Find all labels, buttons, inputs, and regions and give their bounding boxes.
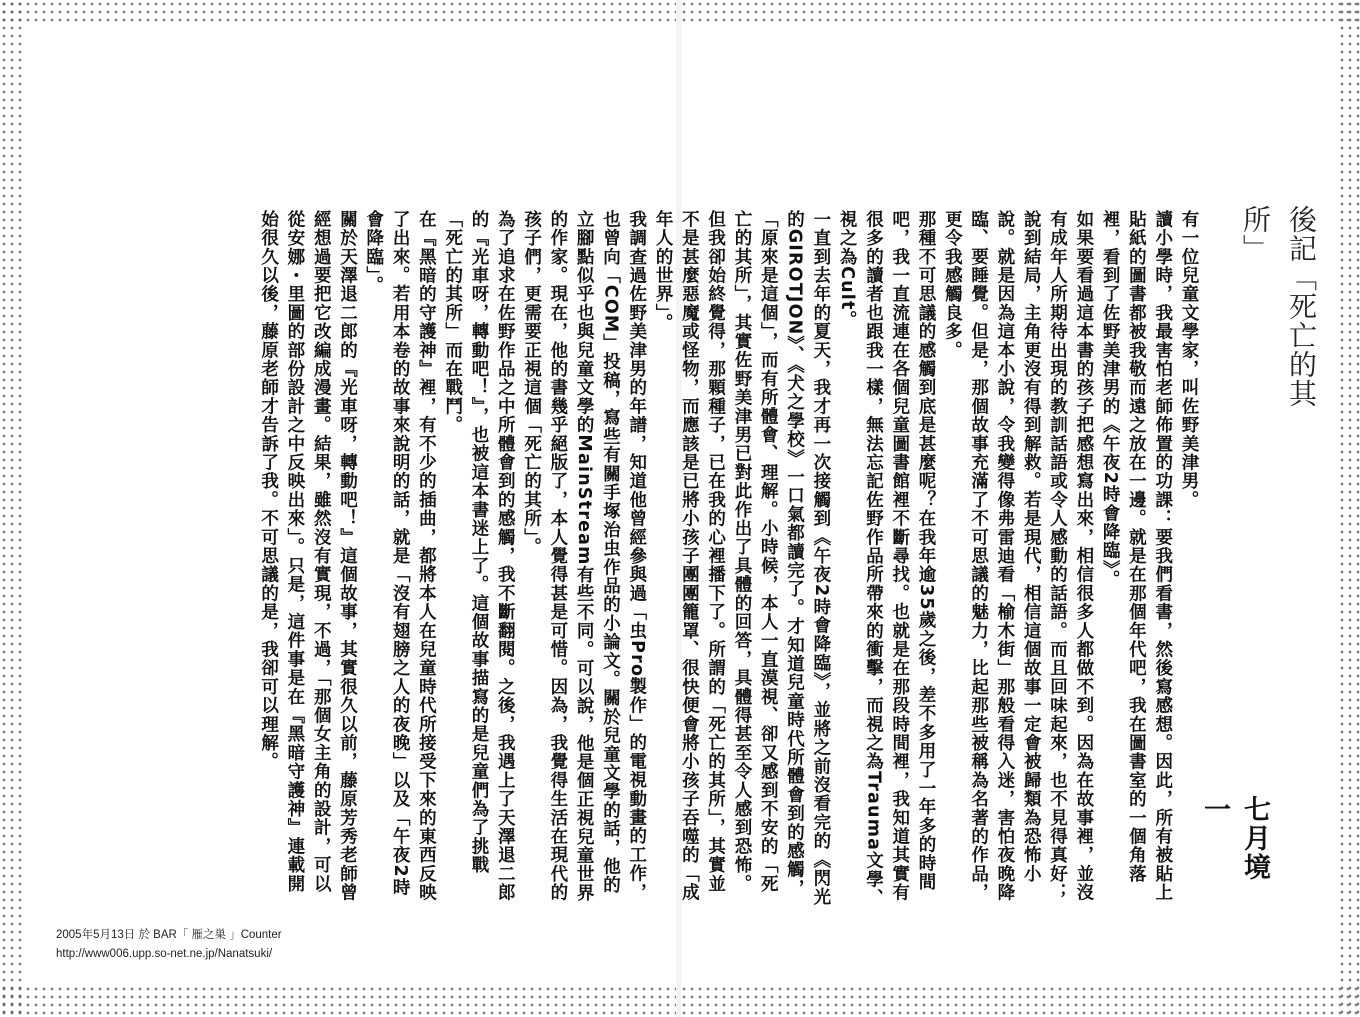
afterword-body [72, 210, 1202, 910]
paragraph: 一直到去年的夏天，我才再一次接觸到《午夜2時會降臨》，並將之前沒看完的《閃光的GIROTJON》、《犬之學校》一口氣都讀完了。才知道兒童時代所體會到的感觸，「原來是這個」，而有所體會、理解。小時候，本人一直漠視、卻又感到不安的「死亡的其所」，其實佐野美津男已對此作出了具體的回答，具體得甚至令人感到恐怖。但我卻始終覺得，那顆種子，已在我的心裡播下了。所謂的「死亡的其所」，其實並不是甚麼惡魔或怪物，而應該是已將小孩子團團籠罩、很快便會將小孩子吞噬的「成年人的世界」。 [653, 210, 831, 907]
dotted-border-left [0, 0, 22, 1017]
paragraph: 在『黑暗的守護神』裡，有不少的插曲，都將本人在兒童時代所接受下來的東西反映了出來。若用本卷的故事來說明的話，就是「沒有翅膀之人的夜晚」以及「午夜2時會降臨」。 [363, 210, 437, 902]
dotted-border-right [1338, 0, 1360, 1017]
footer-url: http://www006.upp.so-net.ne.jp/Nanatsuki/ [56, 948, 273, 960]
paragraph: 關於天澤退二郎的『光車呀，轉動吧！』這個故事，其實很久以前，藤原芳秀老師曾經想過要把它改編成漫畫。結果，雖然沒有實現，不過，「那個女主角的設計，可以從安娜・里圖的部份設計之中反映出來」。只是，這件事是在『黑暗守護神』連載開始很久以後，藤原老師才告訴了我。不可思議的是，我卻可以理解。 [258, 210, 358, 902]
paragraph: 如果要看過這本書的孩子把感想寫出來，相信很多人都做不到。因為在故事裡，並沒有成年人所期待出現的教訓話語或令人感動的話語。而且回味起來，也不見得真好；說到結局，主角更沒有得到解救。若是現代，相信這個故事一定會被歸類為恐怖小說。就是因為這本小說，令我變得像弗雷迪看「榆木街」那般看得入迷，害怕夜晚降臨、要睡覺。但是，那個故事充滿了不可思議的魅力，比起那些被稱為名著的作品，更令我感觸良多。 [942, 210, 1094, 902]
paragraph: 為了追求在佐野作品之中所體會到的感觸，我不斷翻閱。之後，我遇上了天澤退二郎的『光車呀，轉動吧！』，也被這本書迷上了。這個故事描寫的是兒童們為了挑戰「死亡的其所」而在戰鬥。 [442, 210, 516, 902]
paragraph: 讀小學時，我最害怕老師佈置的功課：要我們看書，然後寫感想。因此，所有被貼上貼紙的圖書都被我敬而遠之放在一邊。就是在那個年代吧，我在圖書室的一個角落裡，看到了佐野美津男的《午夜2時會降臨》。 [1100, 210, 1173, 902]
paragraph: 我調查過佐野美津男的年譜，知道他曾經參與過「虫Pro製作」的電視動畫的工作，也曾向「COM」投稿，寫些有關手塚治虫作品的小論文。關於兒童文學的話，他的立腳點似乎也與兒童文學的MainStream有些不同。可以說，他是個正視兒童世界的作家。現在，他的書幾乎絕版了，本人覺得甚是可惜。因為，我覺得生活在現代的孩子們，更需要正視這個「死亡的其所」。 [521, 210, 647, 903]
author-name: 七月境一 [1199, 795, 1270, 882]
footer-date-line: 2005年5月13日 於 BAR「 雁之巣 」Counter [56, 929, 282, 941]
signature-footer [56, 926, 282, 964]
page-title: 後記「死亡的其所」 [1239, 205, 1318, 408]
paragraph: 那種不可思議的感觸到底是甚麼呢？在我年逾35歲之後，差不多用了一年多的時間吧，我一直流連在各個兒童圖書館裡不斷尋找。也就是在那段時間裡，我知道其實有很多的讀者也跟我一樣，無法忘記佐野作品所帶來的衝擊，而視之為Trauma文學、視之為Cult。 [837, 210, 937, 908]
paragraph: 有一位兒童文學家，叫佐野美津男。 [1179, 210, 1199, 510]
